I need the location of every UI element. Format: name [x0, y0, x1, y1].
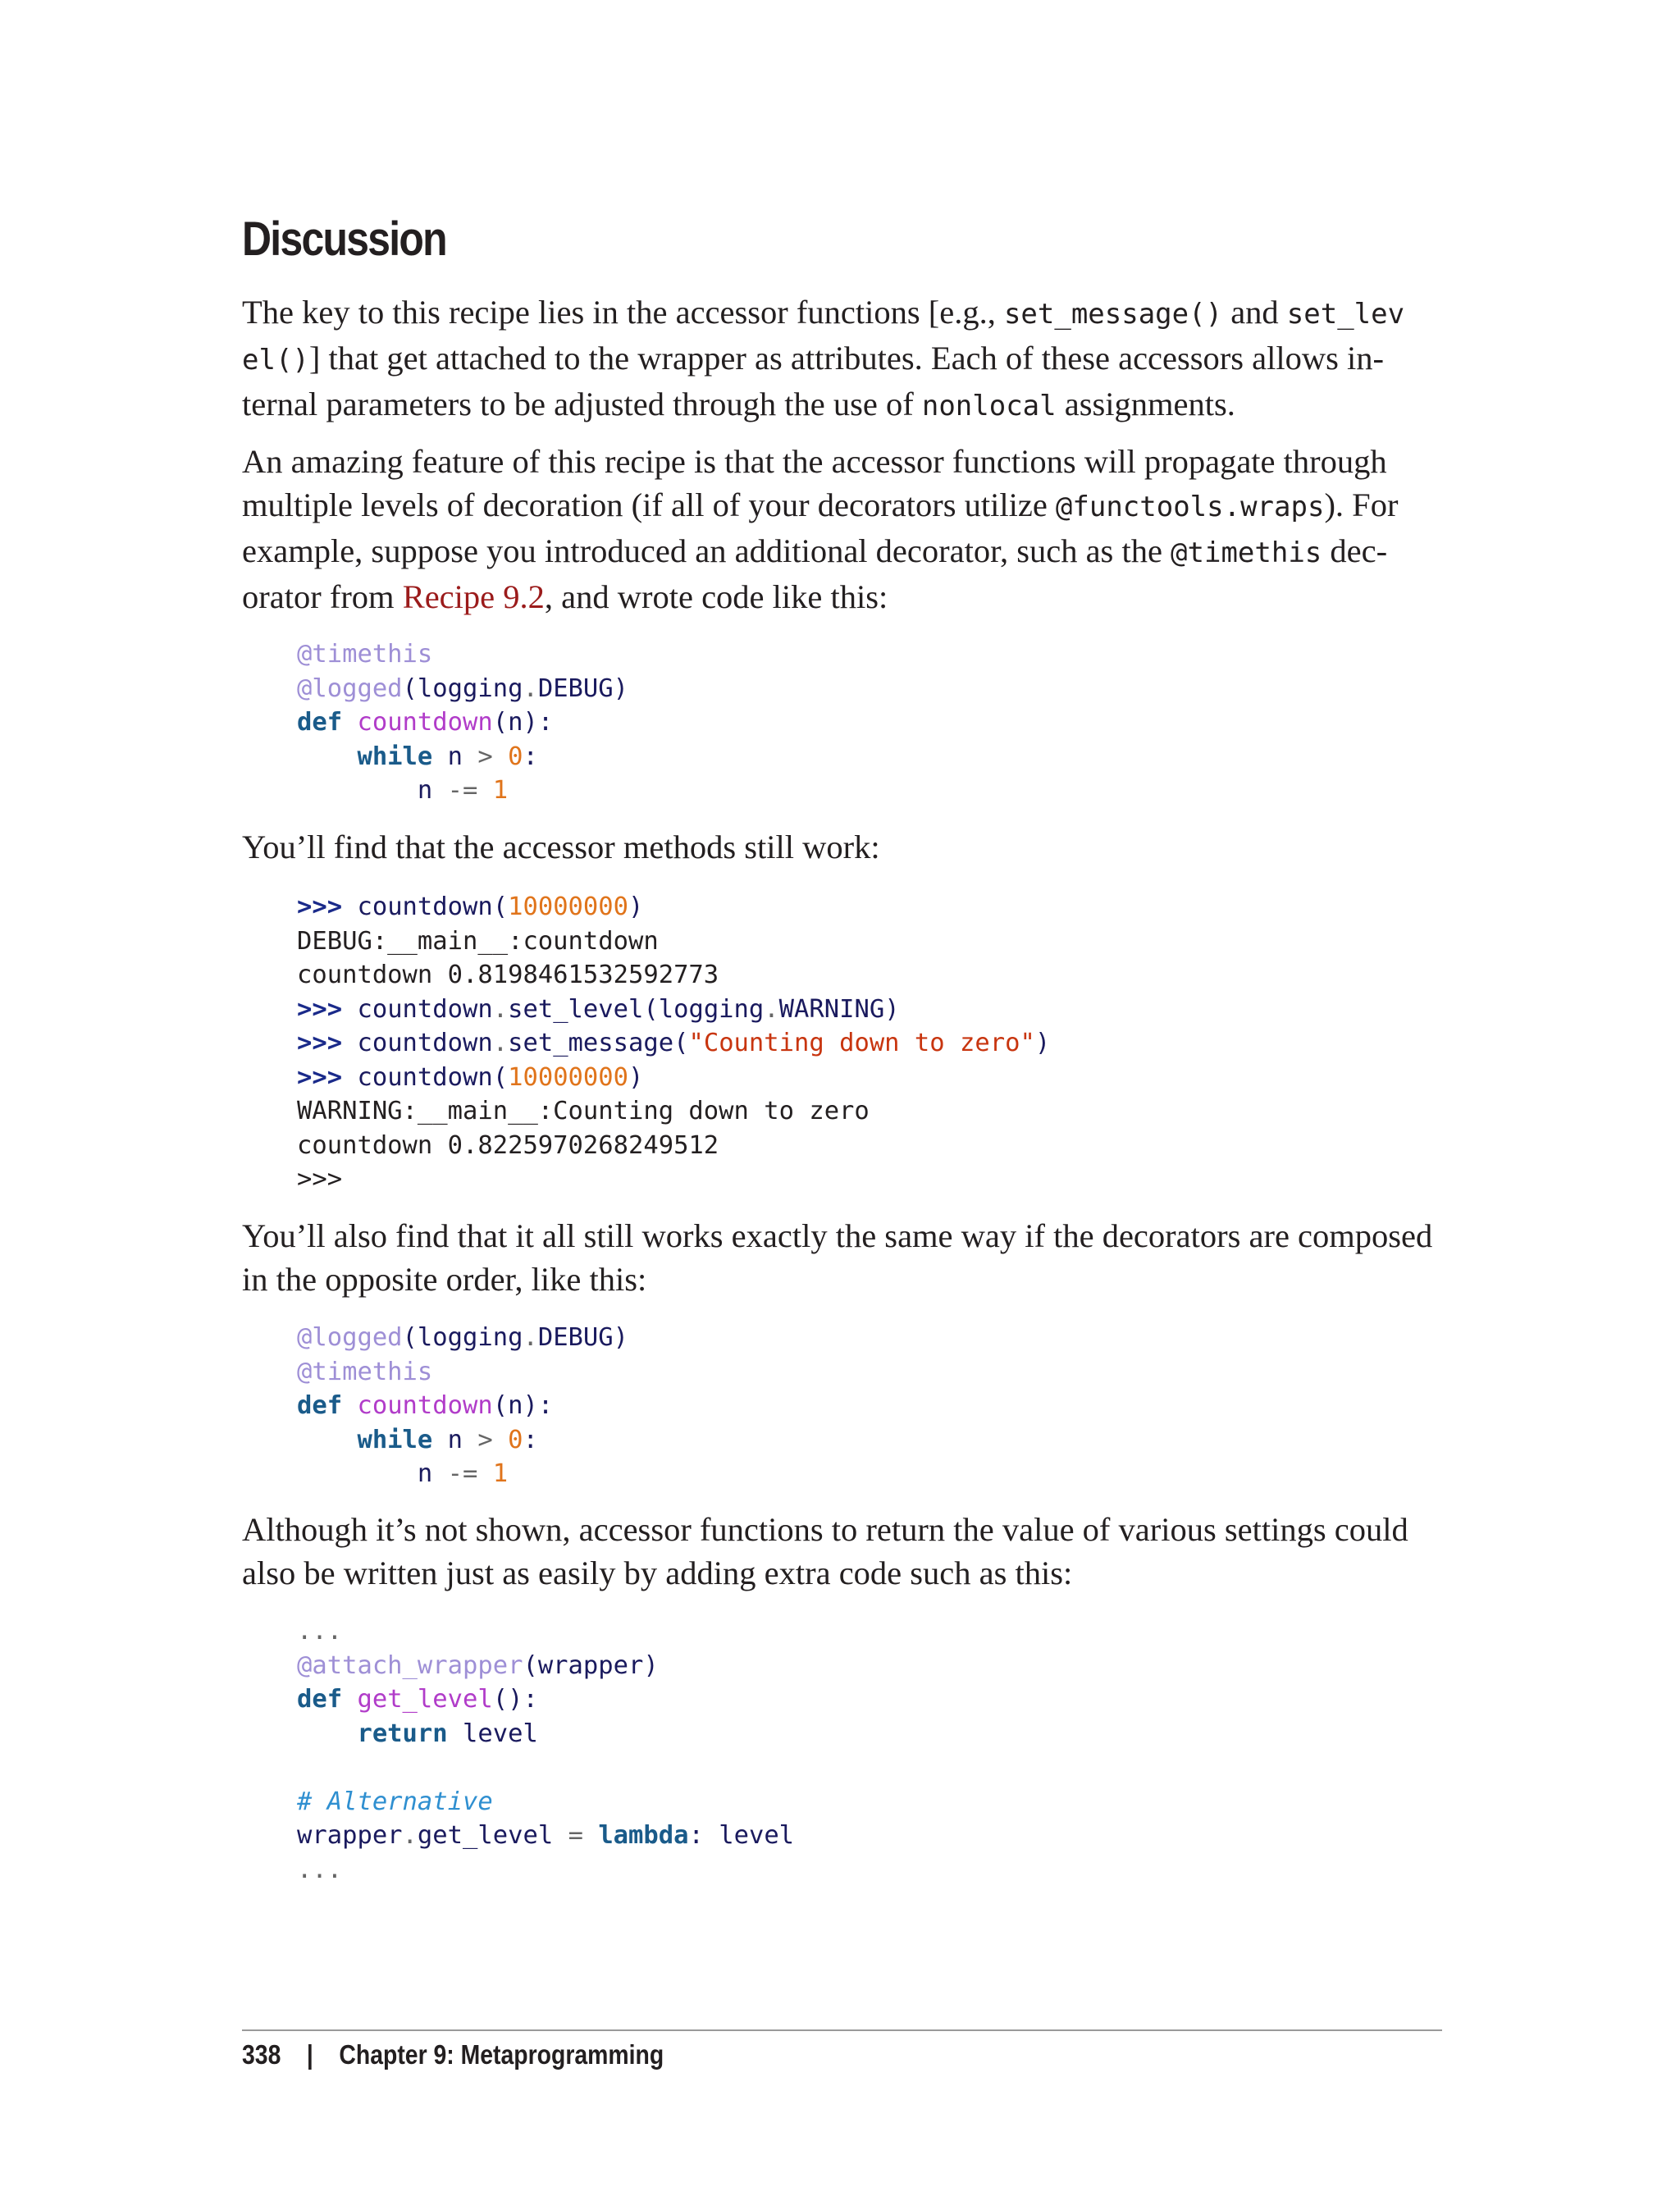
prompt: >>> — [297, 1029, 343, 1057]
text: example, suppose you introduced an additional decorator, such as the — [242, 532, 1171, 569]
code-token: ) — [628, 1062, 644, 1092]
code-token: . — [402, 1821, 418, 1850]
text: Although it’s not shown, accessor functions to return the value of various settings could — [242, 1511, 1408, 1548]
code-token: 10000000 — [508, 892, 629, 921]
text: An amazing feature of this recipe is that the accessor functions will propagate through — [242, 443, 1387, 480]
prompt: >>> — [297, 1062, 343, 1092]
code-token: set_message( — [508, 1029, 689, 1057]
section-heading: Discussion — [242, 212, 446, 266]
paragraph-4 — [242, 1214, 1442, 1301]
function-name: countdown — [357, 708, 493, 737]
code-token: n — [417, 1459, 448, 1488]
text: , and wrote code like this: — [544, 578, 888, 615]
code-token: . — [492, 1029, 509, 1057]
inline-code: nonlocal — [921, 390, 1057, 422]
output-line: countdown 0.8225970268249512 — [297, 1130, 719, 1160]
text: orator from — [242, 578, 403, 615]
code-token: : — [523, 1425, 538, 1454]
paragraph-1 — [242, 290, 1442, 428]
paragraph-3: You’ll find that the accessor methods still work: — [242, 829, 880, 865]
keyword: def — [297, 1685, 343, 1714]
keyword: def — [297, 708, 343, 737]
decorator: @attach_wrapper — [297, 1650, 523, 1680]
prompt: >>> — [297, 994, 343, 1024]
decorator: @logged — [297, 1323, 403, 1352]
decorator: @timethis — [297, 1357, 433, 1386]
code-token: (logging — [402, 673, 523, 703]
function-name: get_level — [357, 1685, 493, 1714]
code-token: (n): — [492, 708, 554, 737]
footer-separator: | — [306, 2039, 313, 2070]
text: dec- — [1322, 532, 1388, 569]
prompt: >>> — [297, 892, 343, 921]
inline-code: set_message() — [1003, 298, 1223, 331]
code-token: > — [477, 742, 493, 771]
code-token: -= — [447, 776, 478, 805]
code-token: . — [523, 1323, 538, 1352]
code-token: . — [764, 994, 779, 1024]
page-footer — [242, 2039, 664, 2070]
code-token: countdown( — [357, 1062, 509, 1092]
code-token: countdown — [357, 1029, 493, 1057]
text: ). For — [1324, 486, 1399, 523]
code-token: n — [432, 742, 478, 771]
code-token: (): — [492, 1685, 538, 1714]
output-line: DEBUG:__main__:countdown — [297, 926, 659, 956]
comment: # Alternative — [297, 1787, 493, 1816]
code-token: 1 — [492, 1459, 509, 1488]
ellipsis: ... — [297, 1855, 343, 1884]
text: The key to this recipe lies in the accessor functions [e.g., — [242, 294, 1004, 331]
prompt-empty: >>> — [297, 1165, 343, 1194]
text: and — [1222, 294, 1287, 331]
keyword: return — [357, 1719, 448, 1748]
code-token: . — [523, 673, 538, 703]
keyword: lambda — [598, 1821, 689, 1850]
code-token: -= — [447, 1459, 478, 1488]
text: in the opposite order, like this: — [242, 1261, 647, 1298]
code-token: 10000000 — [508, 1062, 629, 1092]
text: also be written just as easily by adding extra code such as this: — [242, 1554, 1073, 1591]
code-token: (logging — [402, 1323, 523, 1352]
inline-code: @functools.wraps — [1055, 491, 1325, 523]
code-token: ) — [1034, 1029, 1051, 1057]
code-token: set_level(logging — [508, 994, 765, 1024]
code-block-3 — [297, 1321, 628, 1491]
text: ] that get attached to the wrapper as attributes. Each of these accessors allows in- — [308, 340, 1385, 377]
text: You’ll also find that it all still works exactly the same way if the decorators are composed — [242, 1217, 1433, 1254]
code-token: "Counting down to zero" — [688, 1029, 1035, 1057]
code-token: 0 — [508, 742, 523, 771]
keyword: while — [357, 742, 433, 771]
inline-code: el() — [242, 344, 309, 377]
code-token: ) — [628, 892, 644, 921]
code-token: . — [492, 994, 509, 1024]
code-token: n — [417, 776, 448, 805]
output-line: countdown 0.8198461532592773 — [297, 961, 719, 989]
text: assignments. — [1056, 386, 1235, 422]
code-token: DEBUG) — [537, 673, 629, 703]
code-block-4 — [297, 1614, 794, 1887]
code-token: > — [477, 1425, 493, 1454]
code-block-1 — [297, 637, 628, 808]
code-token: DEBUG) — [537, 1323, 629, 1352]
output-line: WARNING:__main__:Counting down to zero — [297, 1097, 870, 1125]
keyword: def — [297, 1391, 343, 1420]
code-block-2 — [297, 890, 1050, 1197]
inline-code: set_lev — [1286, 298, 1405, 331]
code-token: countdown — [357, 994, 493, 1024]
code-token: : level — [688, 1821, 795, 1850]
decorator: @timethis — [297, 640, 433, 669]
page-number: 338 — [242, 2039, 281, 2070]
code-token: (n): — [492, 1391, 554, 1420]
paragraph-2 — [242, 440, 1442, 619]
decorator: @logged — [297, 673, 403, 703]
keyword: while — [357, 1425, 433, 1454]
inline-code: @timethis — [1171, 536, 1322, 569]
code-token: wrapper — [297, 1821, 403, 1850]
code-token: level — [447, 1719, 538, 1748]
code-token: n — [432, 1425, 478, 1454]
paragraph-5 — [242, 1508, 1442, 1595]
footer-divider — [242, 2029, 1442, 2031]
text: multiple levels of decoration (if all of your decorators utilize — [242, 486, 1056, 523]
recipe-link[interactable]: Recipe 9.2 — [402, 578, 545, 615]
text: ternal parameters to be adjusted through the use of — [242, 386, 922, 422]
code-token: WARNING) — [778, 994, 900, 1024]
code-token: (wrapper) — [523, 1650, 659, 1680]
code-token: : — [523, 742, 538, 771]
function-name: countdown — [357, 1391, 493, 1420]
code-token: get_level — [417, 1821, 568, 1850]
code-token: 1 — [492, 776, 509, 805]
code-token: = — [568, 1821, 583, 1850]
code-token: 0 — [508, 1425, 523, 1454]
chapter-title: Chapter 9: Metaprogramming — [339, 2039, 664, 2070]
ellipsis: ... — [297, 1617, 343, 1646]
code-token: countdown( — [357, 892, 509, 921]
